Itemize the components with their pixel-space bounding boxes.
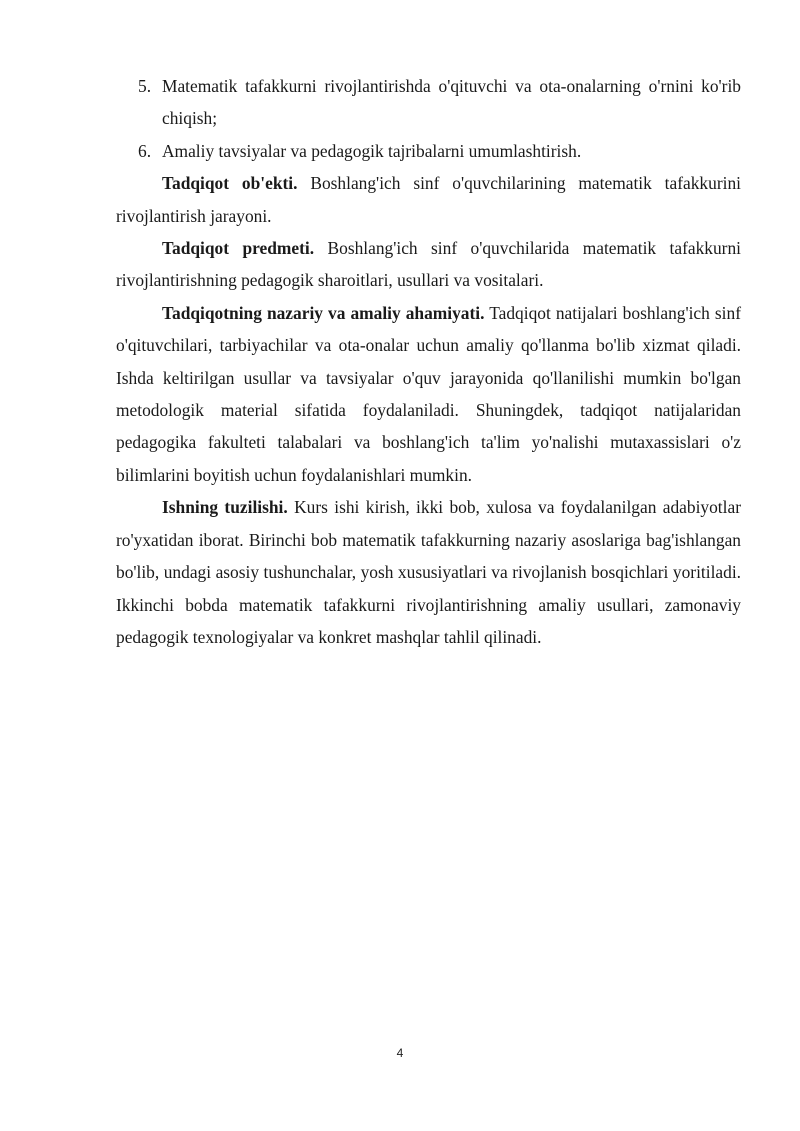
list-item-number: 5. [138, 76, 152, 96]
paragraph-heading: Tadqiqotning nazariy va amaliy ahamiyati. [162, 302, 485, 323]
paragraph-research-subject [116, 232, 741, 297]
paragraph-significance [116, 297, 741, 491]
paragraph-structure [116, 491, 741, 653]
list-item-text: Amaliy tavsiyalar va pedagogik tajribalarni umumlashtirish. [162, 140, 582, 161]
paragraph-heading: Ishning tuzilishi. [162, 497, 288, 518]
paragraph-body: Kurs ishi kirish, ikki bob, xulosa va foydalanilgan adabiyotlar ro'yxatidan iborat. Birinchi bob matematik tafakkurning nazariy asoslariga bag'ishlangan bo'lib, undagi asosiy tushunchalar, yosh xususiyatlari va rivojlanish bosqichlari yoritiladi. Ikkinchi bobda matematik tafakkurni rivojlantirishning amaliy usullari, zamonaviy pedagogik texnologiyalar va konkret mashqlar tahlil qilinadi. [116, 497, 741, 647]
paragraph-research-object [116, 167, 741, 232]
page-content [116, 70, 741, 653]
list-item-text: Matematik tafakkurni rivojlantirishda o'qituvchi va ota-onalarning o'rnini ko'rib chiqish; [162, 76, 741, 129]
page-number: 4 [396, 1046, 404, 1060]
list-item [116, 135, 741, 167]
paragraph-body: Boshlang'ich sinf o'quvchilarida matematik tafakkurni rivojlantirishning pedagogik sharoitlari, usullari va vositalari. [116, 238, 741, 291]
list-item-number: 6. [138, 140, 152, 161]
paragraph-heading: Tadqiqot predmeti. [162, 238, 315, 259]
paragraph-body: Boshlang'ich sinf o'quvchilarining matematik tafakkurini rivojlantirish jarayoni. [116, 173, 741, 226]
paragraph-heading: Tadqiqot ob'ekti. [162, 173, 298, 194]
list-item [116, 70, 741, 135]
numbered-list [116, 70, 741, 167]
paragraph-body: Tadqiqot natijalari boshlang'ich sinf o'qituvchilari, tarbiyachilar va ota-onalar uchun amaliy qo'llanma bo'lib xizmat qiladi. Ishda keltirilgan usullar va tavsiyalar o'quv jarayonida qo'llanilishi mumkin bo'lgan metodologik material sifatida foydalaniladi. Shuningdek, tadqiqot natijalaridan pedagogika fakulteti talabalari va boshlang'ich ta'lim yo'nalishi mutaxassislari o'z bilimlarini boyitish uchun foydalanishlari mumkin. [116, 302, 741, 485]
